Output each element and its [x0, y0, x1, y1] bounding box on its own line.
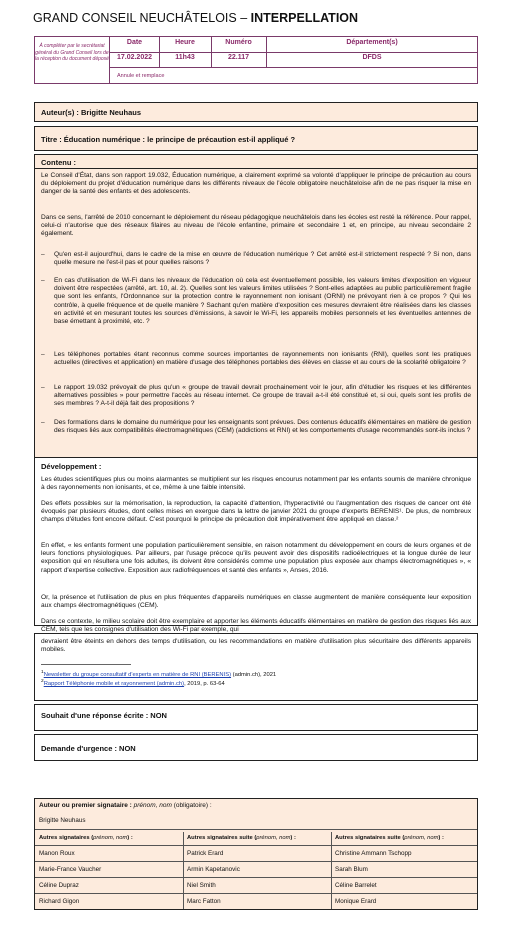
contenu-divider [35, 168, 477, 169]
footnote-2: $^2$Rapport Téléphonie mobile et rayonnement (admin.ch), 2019, p. 63-64 [41, 679, 225, 687]
premier-signataire-nom: Brigitte Neuhaus [39, 817, 86, 824]
contenu-label: Contenu : [41, 158, 76, 167]
footnote-1-tail: (admin.ch), 2021 [231, 671, 277, 678]
premier-signataire-tail: (obligatoire) : [171, 802, 212, 809]
signataire-cell: Monique Erard [335, 898, 377, 905]
heure-value: 11h43 [175, 54, 195, 61]
departement-label: Département(s) [346, 39, 398, 46]
contenu-bullet-text: Le rapport 19.032 prévoyait de plus qu'un « groupe de travail devrait prochainement voir le jour, afin d'étudier les risques et les différentes alternatives possibles » pour permettre l'accès au réseau internet. Ce groupe de travail a-t-il été constitué et, si oui, quels sont les profils de ses membres ? A-t-il déjà fait des propositions ? [54, 384, 471, 408]
premier-signataire-label-text: Auteur ou premier signataire : [39, 802, 134, 809]
contenu-bullet: – Qu'en est-il aujourd'hui, dans le cadre de la mise en œuvre de l'éducation numérique ? Cet arrêté est-il strictement respecté ? Si non, dans quelle mesure ne l'est-il pas et pour quelles raisons ? [41, 251, 471, 267]
signataires-col-header: Autres signataires (prénom, nom) : [39, 835, 133, 841]
signataire-cell: Céline Barrelet [335, 882, 377, 889]
departement-value: DFDS [362, 54, 382, 61]
footnote-1: $^1$Newsletter du groupe consultatif d'experts en matière de RNI (BERENIS) (admin.ch), 2021 [41, 670, 277, 678]
contenu-bullet-text: En cas d'utilisation de Wi-Fi dans les niveaux de l'éducation où cela est éventuellement possible, les valeurs limites d'exposition en vigueur doivent être respectées (arrêté, art. 10, al. 2). Quelles sont les valeurs limites utilisées ? Sont-elles adaptées au public particulièrement fragile que sont les enfants, l'Ordonnance sur la protection contre le rayonnement non ionisant (ORNI) ne prévoyant rien à ce propos ? Qui les contrôle, à quelle fréquence et de quelle manière ? Sachant qu'en matière d'exposition ces mesures devraient être réalisées dans les classes en activité et en mesurant toutes les sources d'émissions, à savoir le Wi-Fi, les appareils mobiles personnels et les éventuelles antennes de base émettant à proximité, etc. ? [54, 277, 471, 326]
developpement-paragraph: Des effets possibles sur la mémorisation, la reproduction, la capacité d'attention, l'hyperactivité ou l'augmentation des risques de cancer ont été évoqués par plusieurs études, dont celles mises en exergue dans la lettre de janvier 2021 du groupe d'experts BERENIS¹. De plus, de nombreux champs d'études font encore défaut. C'est pourquoi le principe de précaution doit impérativement être appliqué en classe.² [41, 500, 471, 524]
numero-value: 22.117 [227, 54, 250, 61]
numero-label: Numéro [225, 39, 252, 46]
signataires-divider [35, 877, 477, 878]
suite-box [34, 633, 478, 701]
contenu-paragraph: Dans ce sens, l'arrêté de 2010 concernant le déploiement du réseau pédagogique neuchâtelois dans les écoles est resté la référence. Pour rappel, celui-ci n'autorise que des réseaux filaires au niveau de l'école enfantine, primaire et secondaire 1 et, en principe, au niveau secondaire 2 également. [41, 214, 471, 238]
developpement-paragraph: Or, la présence et l'utilisation de plus en plus fréquentes d'appareils numériques en classe augmentent de manière conséquente leur exposition aux champs électromagnétiques (CEM). [41, 594, 471, 610]
signataire-cell: Manon Roux [39, 850, 75, 857]
contenu-bullet: – Les téléphones portables étant reconnus comme sources importantes de rayonnements non ionisants (RNI), quelles sont les pratiques actuelles (directives et application) en matière d'usage des téléphones portables des élèves en classe et au cours de la scolarité obligatoire ? [41, 351, 471, 367]
contenu-bullet: – Le rapport 19.032 prévoyait de plus qu'un « groupe de travail devrait prochainement voir le jour, afin d'étudier les risques et les différentes alternatives possibles » pour permettre l'accès au réseau internet. Ce groupe de travail a-t-il été constitué et, si oui, quels sont les profils de ses membres ? A-t-il déjà fait des propositions ? [41, 384, 471, 408]
signataires-divider [35, 845, 477, 846]
contenu-paragraph: Le Conseil d'État, dans son rapport 19.032, Éducation numérique, a clairement exprimé sa volonté d'appliquer le principe de précaution au cours du déploiement du projet d'éducation numérique dans les différents niveaux de l'école obligatoire neuchâteloise afin de ne pas risquer la mise en danger de la santé des enfants et des adolescents. [41, 172, 471, 196]
signataire-cell: Sarah Blum [335, 866, 368, 873]
developpement-paragraph: Dans ce contexte, le milieu scolaire doit être exemplaire et apporter les éléments éducatifs élémentaires en matière de gestion des risques liés aux CEM, tels que les consignes d'utilisation des Wi-Fi par exemple, qui [41, 618, 471, 634]
contenu-bullet: – Des formations dans le domaine du numérique pour les enseignants sont prévues. Des contenus éducatifs élémentaires en matière de gestion des risques liés aux compatibilités électromagnétiques (CEM) (addictions et RNI) et les comportements d'usage recommandés sont-ils inclus ? [41, 419, 471, 435]
signataire-cell: Armin Kapetanovic [187, 866, 240, 873]
signataire-cell: Niel Smith [187, 882, 216, 889]
main-content-box [34, 154, 478, 634]
signataires-col-divider [183, 832, 184, 909]
signataires-table [34, 798, 478, 910]
developpement-section [35, 457, 477, 634]
demande-urgence: Demande d'urgence : NON [41, 744, 136, 753]
signataire-cell: Patrick Erard [187, 850, 224, 857]
document-title-main: GRAND CONSEIL NEUCHÂTELOIS – [33, 11, 251, 25]
contenu-bullet: – En cas d'utilisation de Wi-Fi dans les niveaux de l'éducation où cela est éventuellement possible, les valeurs limites d'exposition en vigueur doivent être respectées (arrêté, art. 10, al. 2). Quelles sont les valeurs limites utilisées ? Sont-elles adaptées au public particulièrement fragile que sont les enfants, l'Ordonnance sur la protection contre le rayonnement non ionisant (ORNI) ne prévoyant rien à ce propos ? Qui les contrôle, à quelle fréquence et de quelle manière ? Sachant qu'en matière d'exposition ces mesures devraient être réalisées dans les classes en activité et en mesurant toutes les sources d'émissions, à savoir le Wi-Fi, les appareils mobiles personnels et les éventuelles antennes de base émettant à proximité, etc. ? [41, 277, 471, 326]
footnote-2-link[interactable]: Rapport Téléphonie mobile et rayonnement (admin.ch) [43, 680, 185, 687]
registration-divider [110, 52, 478, 53]
heure-label: Heure [175, 39, 195, 46]
contenu-bullet-text: Des formations dans le domaine du numérique pour les enseignants sont prévues. Des contenus éducatifs élémentaires en matière de gestion des risques liés aux compatibilités électromagnétiques (CEM) (addictions et RNI) et les comportements d'usage recommandés sont-ils inclus ? [54, 419, 471, 435]
signataire-cell: Richard Gigon [39, 898, 80, 905]
signataires-col-header: Autres signataires suite (prénom, nom) : [187, 835, 296, 841]
developpement-paragraph: Les études scientifiques plus ou moins alarmantes se multiplient sur les risques encourus notamment par les enfants soumis de manière chronique à des rayonnements non ionisants, et ce, même à une faible intensité. [41, 476, 471, 492]
urgence-box [34, 734, 478, 761]
signataire-cell: Céline Dupraz [39, 882, 79, 889]
registration-note: À compléter par le secrétariat général du Grand Conseil lors de la réception du document déposé [35, 37, 110, 83]
signataires-divider [35, 893, 477, 894]
signataire-cell: Christine Ammann Tschopp [335, 850, 412, 857]
signataires-divider [35, 861, 477, 862]
contenu-bullet-text: Qu'en est-il aujourd'hui, dans le cadre de la mise en œuvre de l'éducation numérique ? Cet arrêté est-il strictement respecté ? Si non, dans quelle mesure ne l'est-il pas et pour quelles raisons ? [54, 251, 471, 267]
developpement-label: Développement : [41, 462, 102, 471]
document-title-type: INTERPELLATION [250, 11, 359, 25]
signataires-col-divider [331, 832, 332, 909]
auteur-box [34, 102, 478, 122]
contenu-bullet-text: Les téléphones portables étant reconnus comme sources importantes de rayonnements non ionisants (RNI), quelles sont les pratiques actuelles (directives et application) en matière d'usage des téléphones portables des élèves en classe et au cours de la scolarité obligatoire ? [54, 351, 471, 367]
footnote-1-link[interactable]: Newsletter du groupe consultatif d'experts en matière de RNI (BERENIS) [43, 671, 232, 678]
signataires-col-header: Autres signataires suite (prénom, nom) : [335, 835, 444, 841]
premier-signataire-hint: prénom, nom [133, 802, 172, 809]
signataire-cell: Marc Fatton [187, 898, 221, 905]
date-value: 17.02.2022 [116, 54, 153, 61]
premier-signataire-label [39, 802, 212, 809]
signataires-divider [35, 829, 477, 830]
registration-table [34, 36, 478, 84]
suite-paragraph: devraient être éteints en dehors des temps d'utilisation, ou les recommandations en matière d'utilisation plus sécuritaire des différents appareils mobiles. [41, 638, 471, 654]
titre-box [34, 126, 478, 151]
registration-divider [110, 67, 478, 68]
annule-remplace: Annule et remplace [117, 73, 165, 79]
titre-line: Titre : Éducation numérique : le principe de précaution est-il appliqué ? [41, 135, 296, 144]
auteur-line: Auteur(s) : Brigitte Neuhaus [41, 108, 142, 117]
document-title [33, 11, 358, 25]
signataire-cell: Marie-France Vaucher [39, 866, 102, 873]
reponse-ecrite: Souhait d'une réponse écrite : NON [41, 711, 167, 720]
date-label: Date [126, 39, 143, 46]
footnote-2-tail: , 2019, p. 63-64 [184, 680, 225, 687]
developpement-paragraph: En effet, « les enfants forment une population particulièrement sensible, en raison notamment du développement en cours de leurs organes et de leurs fonctions physiologiques. Par ailleurs, par l'usage précoce qu'ils peuvent avoir des dispositifs radioélectriques et la longue durée de leur exposition qui en résultera une fois adultes, ils doivent être considérés comme une population plus exposée aux champs électromagnétiques », « rapport d'expertise collective. Exposition aux radiofréquences et santé des enfants », Anses, 2016. [41, 542, 471, 574]
reponse-ecrite-box [34, 704, 478, 731]
footnote-divider [41, 664, 131, 665]
